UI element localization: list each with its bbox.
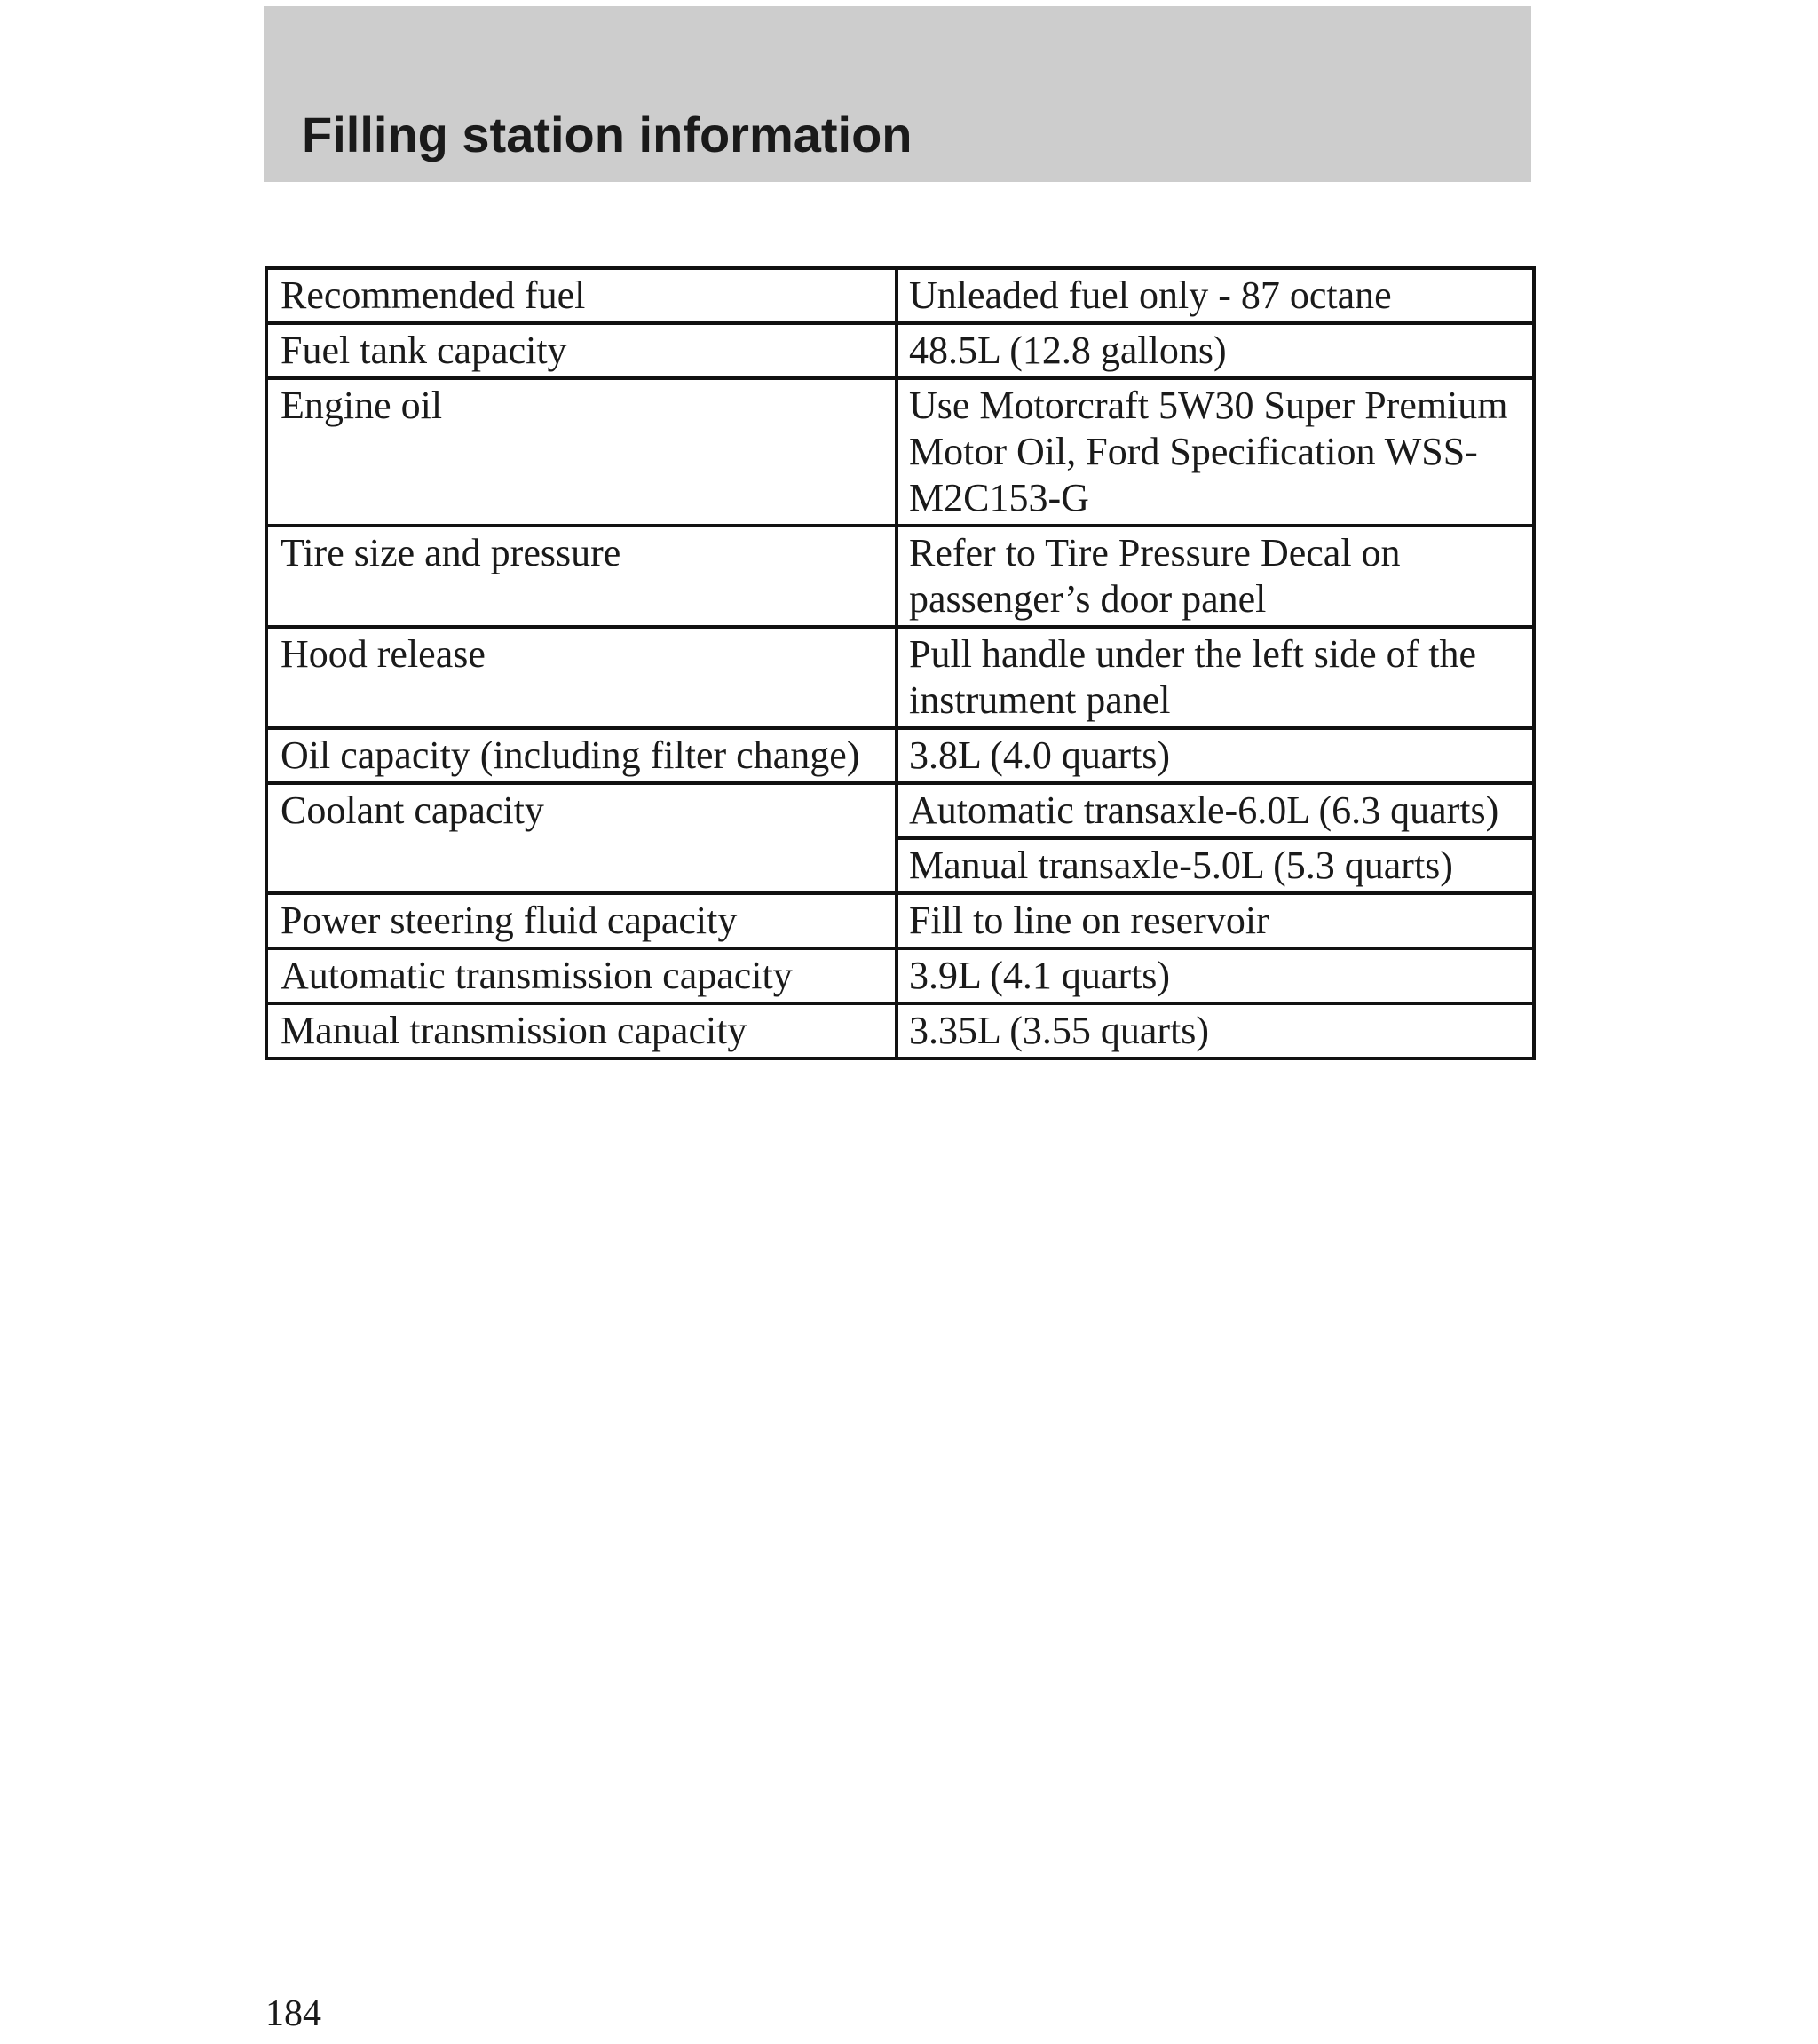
table-row bbox=[266, 268, 1534, 323]
spec-value: Refer to Tire Pressure Decal on passenger’s door panel bbox=[897, 526, 1534, 627]
spec-label: Engine oil bbox=[266, 378, 897, 526]
table-row bbox=[266, 728, 1534, 783]
spec-value: Fill to line on reservoir bbox=[897, 893, 1534, 948]
spec-value: Automatic transaxle-6.0L (6.3 quarts) bbox=[897, 783, 1534, 838]
spec-label: Tire size and pressure bbox=[266, 526, 897, 627]
spec-value: Use Motorcraft 5W30 Super Premium Motor Oil, Ford Specification WSS-M2C153-G bbox=[897, 378, 1534, 526]
table-row bbox=[266, 627, 1534, 728]
specifications-table bbox=[265, 266, 1536, 1060]
spec-label: Recommended fuel bbox=[266, 268, 897, 323]
spec-value: 3.8L (4.0 quarts) bbox=[897, 728, 1534, 783]
table-row bbox=[266, 783, 1534, 838]
table-row bbox=[266, 323, 1534, 378]
page-number: 184 bbox=[265, 1993, 321, 2034]
table-row bbox=[266, 893, 1534, 948]
spec-value: 3.35L (3.55 quarts) bbox=[897, 1003, 1534, 1058]
page-title: Filling station information bbox=[302, 107, 913, 162]
table-row bbox=[266, 948, 1534, 1003]
table-row bbox=[266, 1003, 1534, 1058]
section-header-band bbox=[264, 6, 1531, 182]
spec-label: Power steering fluid capacity bbox=[266, 893, 897, 948]
spec-value: Pull handle under the left side of the instrument panel bbox=[897, 627, 1534, 728]
spec-label: Oil capacity (including filter change) bbox=[266, 728, 897, 783]
spec-label: Manual transmission capacity bbox=[266, 1003, 897, 1058]
spec-value: Manual transaxle-5.0L (5.3 quarts) bbox=[897, 838, 1534, 893]
spec-label: Automatic transmission capacity bbox=[266, 948, 897, 1003]
spec-label: Fuel tank capacity bbox=[266, 323, 897, 378]
table-row bbox=[266, 526, 1534, 627]
spec-value: 48.5L (12.8 gallons) bbox=[897, 323, 1534, 378]
spec-label: Coolant capacity bbox=[266, 783, 897, 893]
spec-value: Unleaded fuel only - 87 octane bbox=[897, 268, 1534, 323]
spec-label: Hood release bbox=[266, 627, 897, 728]
spec-value: 3.9L (4.1 quarts) bbox=[897, 948, 1534, 1003]
table-row bbox=[266, 378, 1534, 526]
